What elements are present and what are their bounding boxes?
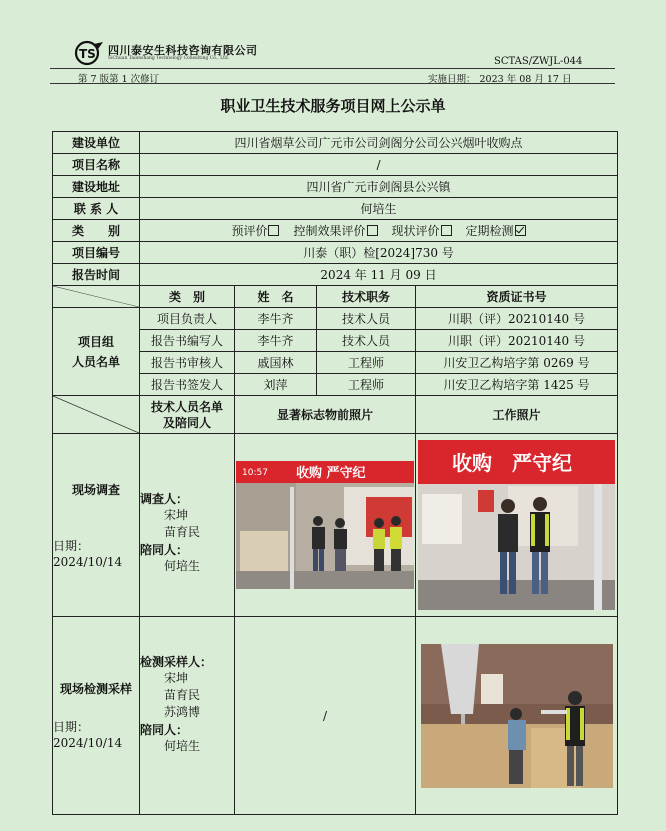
sampler-name: 宋坤: [164, 671, 189, 685]
contact-value: 何培生: [140, 198, 618, 220]
sampling-work-photo: [421, 644, 613, 788]
address-value: 四川省广元市剑阁县公兴镇: [140, 176, 618, 198]
survey-date-value: 2024/10/14: [53, 554, 123, 569]
investigator-label: 调查人：: [140, 492, 189, 506]
checkbox-checked-icon: [515, 225, 526, 236]
site-sampling-cell: [53, 617, 140, 815]
project-name-label: 项目名称: [53, 154, 140, 176]
staff-header-category: 类 别: [140, 286, 235, 308]
companion-label: 陪同人：: [140, 723, 189, 737]
staff-role: 报告书编写人: [140, 330, 235, 352]
company-name: 四川泰安生科技咨询有限公司: [108, 44, 258, 57]
address-label: 建设地址: [53, 176, 140, 198]
sampling-landmark-cell: /: [235, 617, 416, 815]
sampler-name: 苏鸿博: [164, 705, 201, 719]
header-divider: [50, 68, 615, 69]
staff-title: 工程师: [317, 374, 416, 396]
svg-text:TS: TS: [79, 47, 96, 61]
category-option-pre-evaluation: 预评价: [231, 224, 293, 238]
staff-group-label: 项目组 人员名单: [53, 308, 140, 396]
staff-title: 技术人员: [317, 308, 416, 330]
sampler-name: 苗育民: [164, 688, 201, 702]
companion-name: 何培生: [164, 559, 201, 573]
sampling-date-value: 2024/10/14: [53, 736, 123, 750]
staff-header-name: 姓 名: [235, 286, 317, 308]
unit-label: 建设单位: [53, 132, 140, 154]
staff-title: 工程师: [317, 352, 416, 374]
staff-role: 报告书签发人: [140, 374, 235, 396]
implementation-date: 实施日期： 2023 年 08 月 17 日: [428, 74, 572, 85]
company-name-en: SiChuan Taianshang Technology Consulting Co., Ltd.: [108, 56, 230, 61]
sampling-work-photo-cell: [416, 617, 618, 815]
staff-name: 李牛齐: [235, 330, 317, 352]
staff-header-title: 技术职务: [317, 286, 416, 308]
staff-name: 李牛齐: [235, 308, 317, 330]
document-code: SCTAS/ZWJL-044: [494, 56, 583, 67]
header-divider-bottom: [50, 83, 615, 84]
staff-cert: 川安卫乙构培字第 1425 号: [416, 374, 618, 396]
landmark-photo-banner: 收购 严守纪: [296, 466, 366, 481]
sampling-date-label: 日期：: [53, 720, 90, 734]
category-options: [140, 220, 618, 242]
staff-role: 项目负责人: [140, 308, 235, 330]
announcement-table: [52, 131, 618, 815]
sampling-people-cell: [140, 617, 235, 815]
checkbox-unchecked-icon: [367, 225, 378, 236]
contact-label: 联 系 人: [53, 198, 140, 220]
category-label: 类 别: [53, 220, 140, 242]
staff-name: 戚国林: [235, 352, 317, 374]
staff-role: 报告书审核人: [140, 352, 235, 374]
staff-cert: 川安卫乙构培字第 0269 号: [416, 352, 618, 374]
photos-header-landmark: 显著标志物前照片: [235, 396, 416, 434]
companion-name: 何培生: [164, 739, 201, 753]
survey-date-label: 日期：: [53, 538, 90, 553]
staff-cert: 川职（评）20210140 号: [416, 308, 618, 330]
photos-header-work: 工作照片: [416, 396, 618, 434]
unit-value: 四川省烟草公司广元市公司剑阁分公司公兴烟叶收购点: [140, 132, 618, 154]
diagonal-header-cell: [53, 396, 140, 434]
work-photo-cell: [416, 434, 618, 617]
companion-label: 陪同人：: [140, 543, 189, 557]
work-photo-banner: 收购 严守纪: [452, 451, 572, 475]
staff-header-cert: 资质证书号: [416, 286, 618, 308]
staff-title: 技术人员: [317, 330, 416, 352]
company-logo-icon: [74, 40, 104, 66]
site-survey-cell: [53, 434, 140, 617]
photo-timestamp: 10:57: [242, 468, 268, 478]
revision-note: 第 7 版第 1 次修订: [78, 74, 160, 85]
project-number-label: 项目编号: [53, 242, 140, 264]
investigator-name: 苗育民: [164, 525, 201, 539]
site-survey-label: 现场调查: [71, 482, 120, 497]
category-option-control-effect: 控制效果评价: [293, 224, 391, 238]
report-time-label: 报告时间: [53, 264, 140, 286]
checkbox-unchecked-icon: [268, 225, 279, 236]
checkbox-unchecked-icon: [441, 225, 452, 236]
page-title: 职业卫生技术服务项目网上公示单: [220, 97, 446, 115]
report-time-value: 2024 年 11 月 09 日: [140, 264, 618, 286]
survey-people-cell: [140, 434, 235, 617]
category-option-status-evaluation: 现状评价: [392, 224, 466, 238]
category-option-periodic-testing: 定期检测: [466, 224, 526, 238]
work-photo: [418, 440, 615, 610]
investigator-name: 宋坤: [164, 508, 189, 522]
site-sampling-label: 现场检测采样: [59, 682, 132, 696]
diagonal-header-cell: [53, 286, 140, 308]
photos-header-staff: 技术人员名单 及陪同人: [140, 396, 235, 434]
staff-name: 刘萍: [235, 374, 317, 396]
landmark-photo: [236, 461, 414, 589]
staff-cert: 川职（评）20210140 号: [416, 330, 618, 352]
sampler-label: 检测采样人：: [140, 655, 213, 669]
project-number-value: 川泰（职）检[2024]730 号: [140, 242, 618, 264]
landmark-photo-cell: [235, 434, 416, 617]
project-name-value: /: [140, 154, 618, 176]
